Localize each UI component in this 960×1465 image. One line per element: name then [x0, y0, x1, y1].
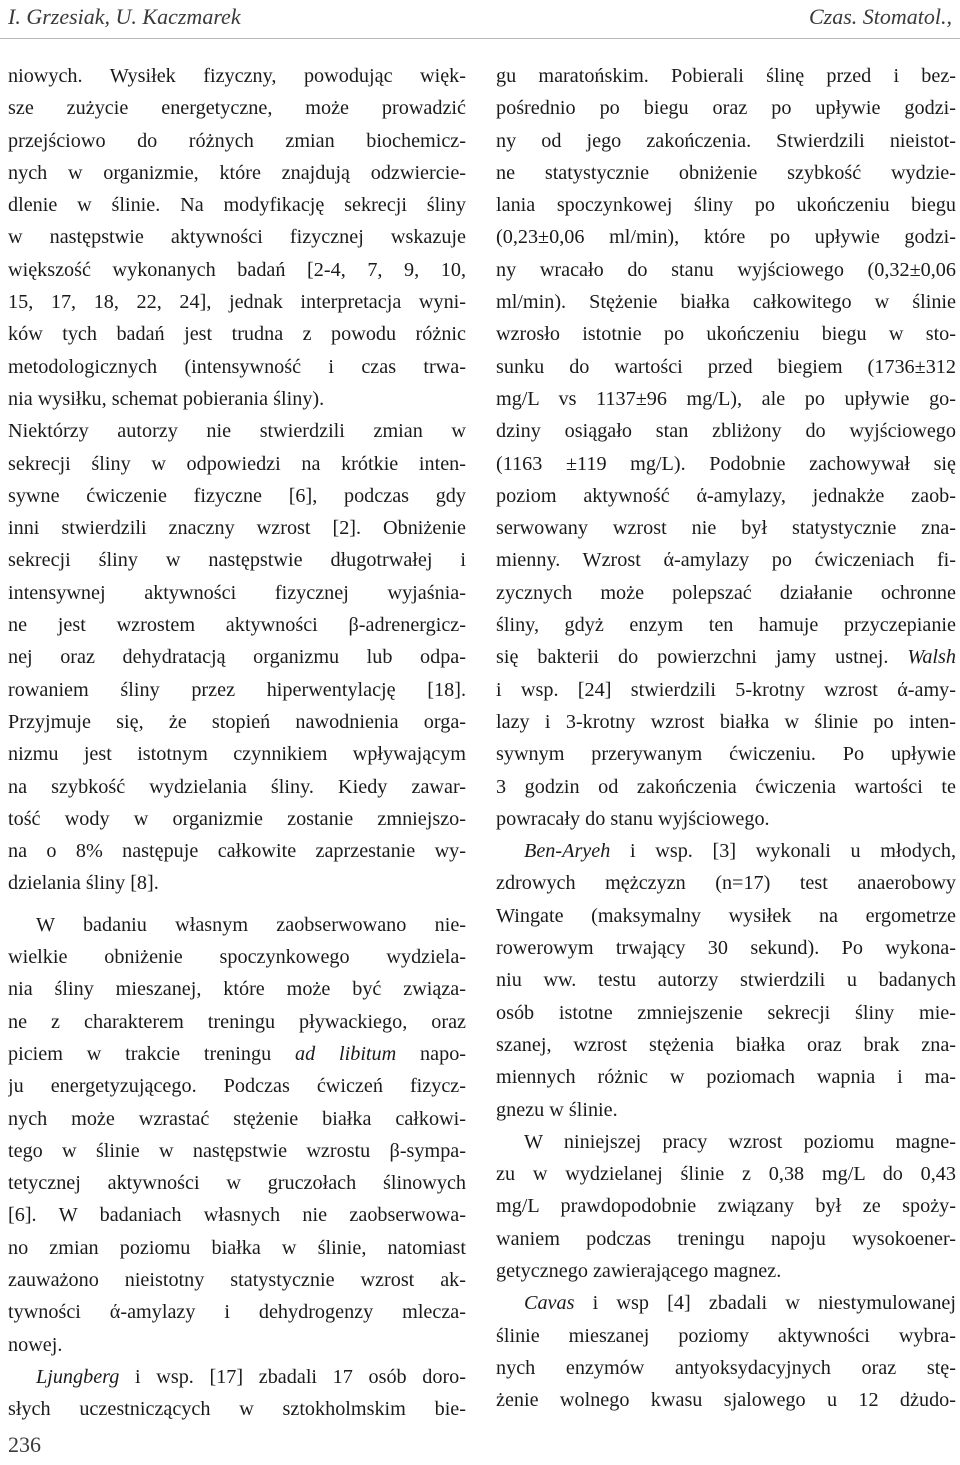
text-run: W niniejszej pracy wzrost poziomu magne- — [524, 1130, 956, 1153]
text-line — [8, 973, 466, 1005]
text-line — [8, 383, 466, 415]
text-line — [8, 941, 466, 973]
text-line — [8, 189, 466, 221]
text-run: osób istotne zmniejszenie sekrecji śliny mie- — [496, 1001, 956, 1024]
text-line — [496, 1029, 956, 1061]
text-run: tego w ślinie w następstwie wzrostu β-sympa- — [8, 1139, 466, 1162]
text-run: Przyjmuje się, że stopień nawodnienia orga- — [8, 710, 466, 733]
italic-text-run: Ljungberg — [36, 1365, 120, 1388]
text-run: zycznych może polepszać działanie ochronne — [496, 581, 956, 604]
text-line — [8, 1361, 466, 1393]
text-line — [496, 480, 956, 512]
italic-text-run: ad libitum — [295, 1042, 397, 1065]
text-line — [496, 706, 956, 738]
text-run: niu ww. testu autorzy stwierdzili u badanych — [496, 969, 956, 992]
text-run: sywne ćwiczenie fizyczne [6], podczas gdy — [8, 484, 466, 507]
text-line — [8, 1296, 466, 1328]
text-line — [8, 1135, 466, 1167]
text-run: na o 8% następuje całkowite zaprzestanie wy- — [8, 840, 466, 863]
text-line — [8, 318, 466, 350]
text-line — [8, 1264, 466, 1296]
text-line — [8, 1329, 466, 1361]
text-line — [8, 1070, 466, 1102]
text-line — [8, 609, 466, 641]
text-line — [496, 1158, 956, 1190]
text-run: nia śliny mieszanej, które może być związa- — [8, 978, 466, 1001]
text-run: nizmu jest istotnym czynnikiem wpływającym — [8, 743, 466, 766]
text-run: nia wysiłku, schemat pobierania śliny). — [8, 387, 325, 410]
text-line — [496, 544, 956, 576]
text-line — [496, 1384, 956, 1416]
text-line — [496, 221, 956, 253]
text-line — [8, 1006, 466, 1038]
text-line — [8, 738, 466, 770]
text-run: miennych różnic w poziomach wapnia i ma- — [496, 1066, 956, 1089]
text-run: tywności ά-amylazy i dehydrogenzy mlecza- — [8, 1301, 466, 1324]
text-line — [8, 448, 466, 480]
text-run: serwowany wzrost nie był statystycznie zna- — [496, 517, 956, 540]
text-run: szanej, wzrost stężenia białka oraz brak zna- — [496, 1033, 956, 1056]
text-line — [496, 383, 956, 415]
text-line — [496, 189, 956, 221]
text-run: ślinie mieszanej poziomy aktywności wybra- — [496, 1324, 956, 1347]
text-run: gnezu w ślinie. — [496, 1098, 618, 1121]
text-run: rowaniem śliny przez hiperwentylację [18]. — [8, 678, 466, 701]
running-head-authors: I. Grzesiak, U. Kaczmarek — [8, 4, 241, 29]
text-run: tetycznej aktywności w gruczołach ślinowych — [8, 1172, 466, 1195]
text-run: i wsp. [17] zbadali 17 osób doro- — [119, 1365, 466, 1388]
text-run: (0,23±0,06 ml/min), które po upływie godzi- — [496, 226, 956, 249]
text-run: ne z charakterem treningu pływackiego, oraz — [8, 1010, 466, 1033]
text-run: zdrowych mężczyzn (n=17) test anaerobowy — [496, 872, 956, 895]
text-run: ny od jego zakończenia. Stwierdzili nieistot- — [496, 129, 956, 152]
text-run: ne statystycznie obniżenie szybkość wydzie- — [496, 161, 956, 184]
text-run: mienny. Wzrost ά-amylazy po ćwiczeniach fi- — [496, 549, 956, 572]
text-line — [496, 351, 956, 383]
text-line — [8, 771, 466, 803]
text-line — [8, 480, 466, 512]
text-line — [496, 1094, 956, 1126]
text-run: nych enzymów antyoksydacyjnych oraz stę- — [496, 1356, 956, 1379]
text-run: niowych. Wysiłek fizyczny, powodując więk- — [8, 65, 466, 87]
text-line — [496, 771, 956, 803]
text-line — [8, 577, 466, 609]
text-run: 3 godzin od zakończenia ćwiczenia wartości te — [496, 775, 956, 798]
text-line — [8, 1232, 466, 1264]
text-line — [496, 577, 956, 609]
text-line — [496, 286, 956, 318]
text-line — [8, 286, 466, 318]
text-line — [496, 512, 956, 544]
text-run: piciem w trakcie treningu — [8, 1042, 295, 1065]
text-run: żenie wolnego kwasu sjalowego u 12 dżudo- — [496, 1389, 956, 1412]
text-run: inni stwierdzili znaczny wzrost [2]. Obniżenie — [8, 517, 466, 540]
paragraph-gap — [8, 900, 466, 909]
text-line — [496, 415, 956, 447]
text-run: dlenie w ślinie. Na modyfikację sekrecji śliny — [8, 194, 466, 217]
running-head-journal: Czas. Stomatol., — [808, 4, 952, 29]
text-run: sze zużycie energetyczne, może prowadzić — [8, 97, 466, 120]
text-line — [496, 1287, 956, 1319]
text-run: Niektórzy autorzy nie stwierdzili zmian w — [8, 420, 466, 443]
text-run: dziny osiągało stan zbliżony do wyjściowego — [496, 420, 956, 443]
text-line — [496, 254, 956, 286]
text-line — [8, 221, 466, 253]
text-run: i wsp. [3] wykonali u młodych, — [610, 840, 956, 863]
text-run: getycznego zawierającego magnez. — [496, 1259, 782, 1282]
text-run: słych uczestniczących w sztokholmskim bie- — [8, 1398, 466, 1421]
italic-text-run: Cavas — [524, 1292, 575, 1315]
text-run: i wsp. [24] stwierdzili 5-krotny wzrost ά-amy- — [496, 678, 956, 701]
text-run: intensywnej aktywności fizycznej wyjaśnia- — [8, 581, 466, 604]
left-text-column — [8, 60, 466, 1425]
text-run: lania spoczynkowej śliny po ukończeniu biegu — [496, 194, 956, 217]
text-run: (1163 ±119 mg/L). Podobnie zachowywał się — [496, 452, 956, 475]
text-run: ków tych badań jest trudna z powodu różnic — [8, 323, 466, 346]
text-run: Wingate (maksymalny wysiłek na ergometrze — [496, 904, 956, 927]
text-run: nych w organizmie, które znajdują odzwiercie- — [8, 161, 466, 184]
text-line — [496, 1190, 956, 1222]
text-line — [8, 1103, 466, 1135]
text-run: w następstwie aktywności fizycznej wskazuje — [8, 226, 466, 249]
text-run: tość wody w organizmie zostanie zmniejszo- — [8, 807, 466, 830]
text-line — [8, 92, 466, 124]
text-line — [496, 1320, 956, 1352]
text-line — [8, 867, 466, 899]
text-run: ju energetyzującego. Podczas ćwiczeń fizycz- — [8, 1075, 466, 1098]
text-run: nych może wzrastać stężenie białka całkowi- — [8, 1107, 466, 1130]
text-line — [496, 125, 956, 157]
text-line — [496, 932, 956, 964]
text-run: dzielania śliny [8]. — [8, 872, 159, 895]
text-run: 15, 17, 18, 22, 24], jednak interpretacja wyni- — [8, 291, 466, 314]
text-line — [496, 92, 956, 124]
text-line — [8, 125, 466, 157]
text-line — [8, 415, 466, 447]
text-line — [8, 254, 466, 286]
text-run: napo- — [396, 1042, 466, 1065]
text-line — [8, 1199, 466, 1231]
text-run: na szybkość wydzielania śliny. Kiedy zawar- — [8, 775, 466, 798]
text-line — [8, 1393, 466, 1425]
text-run: przejściowo do różnych zmian biochemicz- — [8, 129, 466, 152]
text-run: lazy i 3-krotny wzrost białka w ślinie po inten- — [496, 710, 956, 733]
text-line — [496, 157, 956, 189]
text-run: metodologicznych (intensywność i czas trwa- — [8, 355, 466, 378]
text-run: sywnym przerywanym ćwiczeniu. Po upływie — [496, 743, 956, 766]
text-line — [8, 803, 466, 835]
text-line — [496, 738, 956, 770]
text-run: waniem podczas treningu napoju wysokoener- — [496, 1227, 956, 1250]
text-run: ne jest wzrostem aktywności β-adrenergicz- — [8, 614, 466, 637]
text-run: powracały do stanu wyjściowego. — [496, 807, 770, 830]
text-run: nowej. — [8, 1333, 63, 1356]
text-run: sekrecji śliny w następstwie długotrwałej i — [8, 549, 466, 572]
italic-text-run: Walsh — [907, 646, 956, 669]
text-line — [496, 1255, 956, 1287]
text-line — [496, 674, 956, 706]
text-line — [8, 706, 466, 738]
right-text-column — [496, 60, 956, 1416]
text-run: ml/min). Stężenie białka całkowitego w ślinie — [496, 291, 956, 314]
text-line — [496, 641, 956, 673]
text-run: pośrednio po biegu oraz po upływie godzi- — [496, 97, 956, 120]
text-line — [8, 544, 466, 576]
text-run: nej oraz dehydratacją organizmu lub odpa- — [8, 646, 466, 669]
text-run: sunku do wartości przed biegiem (1736±312 — [496, 355, 956, 378]
text-line — [496, 448, 956, 480]
text-run: ny wracało do stanu wyjściowego (0,32±0,06 — [496, 258, 956, 281]
header-divider — [0, 38, 960, 39]
text-run: mg/L vs 1137±96 mg/L), ale po upływie go- — [496, 387, 956, 410]
text-line — [496, 835, 956, 867]
text-run: gu maratońskim. Pobierali ślinę przed i bez- — [496, 65, 956, 87]
text-run: i wsp [4] zbadali w niestymulowanej — [574, 1292, 956, 1315]
text-line — [8, 909, 466, 941]
text-line — [8, 835, 466, 867]
text-run: no zmian poziomu białka w ślinie, natomiast — [8, 1236, 466, 1259]
text-line — [8, 674, 466, 706]
text-run: [6]. W badaniach własnych nie zaobserwowa- — [8, 1204, 466, 1227]
text-line — [496, 318, 956, 350]
text-line — [496, 964, 956, 996]
text-line — [8, 157, 466, 189]
text-line — [8, 60, 466, 92]
text-line — [8, 641, 466, 673]
text-run: zu w wydzielanej ślinie z 0,38 mg/L do 0,43 — [496, 1163, 956, 1186]
text-run: śliny, gdyż enzym ten hamuje przyczepianie — [496, 614, 956, 637]
text-line — [496, 997, 956, 1029]
text-run: wielkie obniżenie spoczynkowego wydziela- — [8, 946, 466, 969]
page-number: 236 — [8, 1432, 41, 1457]
text-run: sekrecji śliny w odpowiedzi na krótkie inten- — [8, 452, 466, 475]
text-line — [496, 1352, 956, 1384]
text-run: poziom aktywność ά-amylazy, jednakże zaob- — [496, 484, 956, 507]
text-line — [496, 900, 956, 932]
text-run: W badaniu własnym zaobserwowano nie- — [36, 913, 466, 936]
text-line — [496, 60, 956, 92]
text-line — [496, 1126, 956, 1158]
text-run: zauważono nieistotny statystycznie wzrost ak- — [8, 1268, 466, 1291]
text-line — [496, 1061, 956, 1093]
text-run: rowerowym trwający 30 sekund). Po wykona- — [496, 937, 956, 960]
text-line — [8, 512, 466, 544]
text-run: wzrosło istotnie po ukończeniu biegu w sto- — [496, 323, 956, 346]
text-line — [8, 351, 466, 383]
text-line — [496, 609, 956, 641]
text-run: większość wykonanych badań [2-4, 7, 9, 10, — [8, 258, 466, 281]
text-line — [496, 803, 956, 835]
text-run: się bakterii do powierzchni jamy ustnej. — [496, 646, 908, 669]
text-run: mg/L prawdopodobnie związany był ze spoży- — [496, 1195, 956, 1218]
text-line — [496, 867, 956, 899]
text-line — [496, 1223, 956, 1255]
text-line — [8, 1167, 466, 1199]
italic-text-run: Ben-Aryeh — [524, 840, 611, 863]
text-line — [8, 1038, 466, 1070]
